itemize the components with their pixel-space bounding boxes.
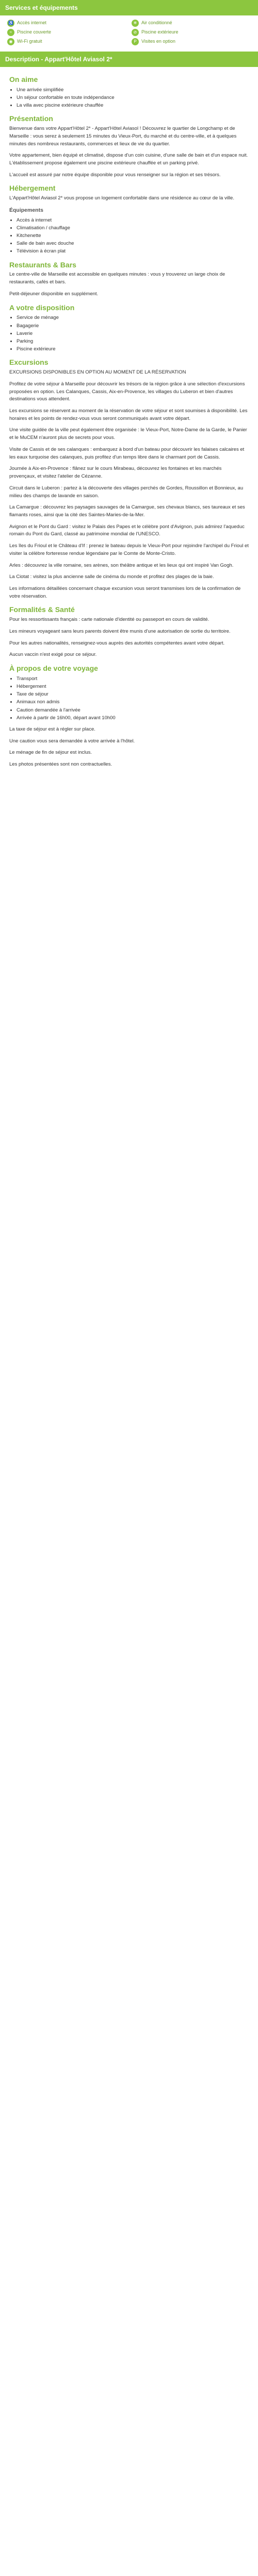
list-item: • Bagagerie bbox=[17, 322, 249, 330]
section-paragraph: Votre appartement, bien équipé et climatisé, dispose d'un coin cuisine, d'une salle de bain et d'un espace nuit. L'établissement propose également une piscine extérieure chauffée et un parking privé. bbox=[9, 152, 248, 166]
description-header: Description - Appart'Hôtel Aviasol 2* bbox=[0, 52, 258, 67]
list-item: • Un séjour confortable en toute indépendance bbox=[17, 94, 249, 101]
section-paragraph: Une visite guidée de la ville peut également être organisée : le Vieux-Port, Notre-Dame de la Garde, le Panier et le MuCEM n'auront plus de secrets pour vous. bbox=[9, 427, 247, 441]
list-item: • Taxe de séjour bbox=[17, 690, 249, 698]
wheelchair-icon: ♿ bbox=[7, 20, 14, 27]
list-item: • Piscine extérieure bbox=[17, 345, 249, 353]
section-title: Hébergement bbox=[9, 184, 56, 193]
section-paragraph: L'Appart'Hôtel Aviasol 2* vous propose un logement confortable dans une résidence au cœur de la ville. bbox=[9, 195, 234, 201]
ac-icon: ❄ bbox=[132, 20, 139, 27]
section-paragraph: Les îles du Frioul et le Château d'If : prenez le bateau depuis le Vieux-Port pour rejoindre l'archipel du Frioul et visiter la célèbre forteresse rendue légendaire par le Comte de Monte-Cristo. bbox=[9, 543, 249, 556]
section-paragraph: Arles : découvrez la ville romaine, ses arènes, son théâtre antique et les lieux qui ont inspiré Van Gogh. bbox=[9, 562, 234, 568]
section-paragraph: Profitez de votre séjour à Marseille pour découvrir les trésors de la région grâce à une sélection d'excursions proposées en option. Les Calanques, Cassis, Aix-en-Provence, les villages du Luberon et bien d'autres destinations vous attendent. bbox=[9, 381, 245, 402]
list-item: • Salle de bain avec douche bbox=[17, 240, 249, 247]
parking-icon: P bbox=[132, 38, 139, 45]
section-paragraph: Les mineurs voyageant sans leurs parents doivent être munis d'une autorisation de sortie du territoire. bbox=[9, 628, 231, 634]
bullet-list bbox=[9, 314, 249, 353]
service-item bbox=[7, 20, 126, 27]
section bbox=[9, 664, 249, 769]
section-paragraph: Aucun vaccin n'est exigé pour ce séjour. bbox=[9, 652, 97, 658]
list-item: • La villa avec piscine extérieure chauffée bbox=[17, 101, 249, 109]
service-item bbox=[132, 29, 251, 36]
section-paragraph: La Ciotat : visitez la plus ancienne salle de cinéma du monde et profitez des plages de la baie. bbox=[9, 574, 214, 580]
section bbox=[9, 114, 249, 179]
section-paragraph: Pour les ressortissants français : carte nationale d'identité ou passeport en cours de validité. bbox=[9, 617, 209, 623]
bullet-list bbox=[9, 675, 249, 722]
service-label: Wi-Fi gratuit bbox=[17, 39, 42, 44]
service-label: Visites en option bbox=[141, 39, 175, 44]
section bbox=[9, 358, 249, 600]
section-title: À propos de votre voyage bbox=[9, 664, 98, 673]
services-grid bbox=[0, 15, 258, 50]
section-paragraph: Le centre-ville de Marseille est accessible en quelques minutes : vous y trouverez un large choix de restaurants, cafés et bars. bbox=[9, 272, 225, 285]
section bbox=[9, 605, 249, 659]
list-item: • Service de ménage bbox=[17, 314, 249, 321]
list-item: • Laverie bbox=[17, 330, 249, 337]
section-title: Présentation bbox=[9, 114, 53, 123]
wifi-icon: ◉ bbox=[7, 38, 14, 45]
description-content bbox=[0, 67, 258, 769]
services-header: Services et équipements bbox=[0, 0, 258, 15]
section-paragraph: Les excursions se réservent au moment de la réservation de votre séjour et sont soumises à disponibilité. Les horaires et les points de rendez-vous vous seront communiqués avant votre départ. bbox=[9, 408, 248, 421]
section-paragraph: La taxe de séjour est à régler sur place. bbox=[9, 726, 95, 732]
section-paragraph: La Camargue : découvrez les paysages sauvages de la Camargue, ses chevaux blancs, ses taureaux et ses flamants roses, ainsi que la cité des Saintes-Maries-de-la-Mer. bbox=[9, 504, 245, 518]
service-label: Piscine couverte bbox=[17, 29, 52, 35]
section-paragraph: Les photos présentées sont non contractuelles. bbox=[9, 761, 112, 768]
list-item: • Climatisation / chauffage bbox=[17, 224, 249, 232]
section bbox=[9, 184, 249, 255]
section-title: Restaurants & Bars bbox=[9, 260, 76, 269]
list-item: • Arrivée à partir de 16h00, départ avant 10h00 bbox=[17, 714, 249, 722]
section-paragraph: Pour les autres nationalités, renseignez-vous auprès des autorités compétentes avant votre départ. bbox=[9, 640, 225, 646]
section-title: On aime bbox=[9, 75, 38, 83]
section bbox=[9, 75, 249, 109]
section-paragraph: Visite de Cassis et de ses calanques : embarquez à bord d'un bateau pour découvrir les falaises calcaires et les eaux turquoise des calanques, puis profitez d'un temps libre dans le charmant port de Cassis. bbox=[9, 446, 245, 460]
section-paragraph: Les informations détaillées concernant chaque excursion vous seront transmises lors de la confirmation de votre réservation. bbox=[9, 585, 241, 599]
bullet-list bbox=[9, 216, 249, 256]
section-paragraph: Une caution vous sera demandée à votre arrivée à l'hôtel. bbox=[9, 738, 135, 744]
section-title: Formalités & Santé bbox=[9, 605, 75, 614]
service-item bbox=[132, 38, 251, 45]
section-title: Excursions bbox=[9, 358, 49, 367]
section-paragraph: Journée à Aix-en-Provence : flânez sur le cours Mirabeau, découvrez les fontaines et les marchés provençaux, et visitez l'atelier de Cézanne. bbox=[9, 466, 222, 480]
section-paragraph: Circuit dans le Luberon : partez à la découverte des villages perchés de Gordes, Roussillon et Bonnieux, au milieu des champs de lavande en saison. bbox=[9, 485, 244, 499]
list-item: • Télévision à écran plat bbox=[17, 247, 249, 255]
list-item: • Une arrivée simplifiée bbox=[17, 86, 249, 94]
list-item: • Accès à internet bbox=[17, 216, 249, 224]
section-paragraph: Petit-déjeuner disponible en supplément. bbox=[9, 291, 99, 297]
section-paragraph: EXCURSIONS DISPONIBLES EN OPTION AU MOMENT DE LA RÉSERVATION bbox=[9, 369, 186, 376]
section-paragraph: L'accueil est assuré par notre équipe disponible pour vous renseigner sur la région et ses trésors. bbox=[9, 172, 221, 178]
section-title: A votre disposition bbox=[9, 303, 75, 312]
list-item: • Kitchenette bbox=[17, 232, 249, 240]
list-item: • Transport bbox=[17, 675, 249, 683]
list-item: • Caution demandée à l'arrivée bbox=[17, 706, 249, 714]
service-label: Air conditionné bbox=[141, 20, 172, 26]
service-label: Accès internet bbox=[17, 20, 47, 26]
pool-icon: ≈ bbox=[7, 29, 14, 36]
service-label: Piscine extérieure bbox=[141, 29, 179, 35]
service-item bbox=[7, 38, 126, 45]
list-item: • Animaux non admis bbox=[17, 698, 249, 706]
no-smoking-icon: ⊘ bbox=[132, 29, 139, 36]
service-item bbox=[132, 20, 251, 27]
service-item bbox=[7, 29, 126, 36]
section bbox=[9, 261, 249, 298]
section-paragraph: Avignon et le Pont du Gard : visitez le Palais des Papes et le célèbre pont d'Avignon, puis admirez l'aqueduc romain du Pont du Gard, classé au patrimoine mondial de l'UNESCO. bbox=[9, 523, 245, 537]
list-item: • Hébergement bbox=[17, 683, 249, 690]
section-subtitle: Équipements bbox=[9, 207, 43, 213]
list-item: • Parking bbox=[17, 337, 249, 345]
section-paragraph: Le ménage de fin de séjour est inclus. bbox=[9, 750, 92, 756]
section-paragraph: Bienvenue dans votre Appart'Hôtel 2* - Appart'Hôtel Aviasol ! Découvrez le quartier de Longchamp et de Marseille : vous serez à seulement 15 minutes du Vieux-Port, du marché et du centre-ville, et à quelques minutes des nombreux restaurants, commerces et lieux de vie du quartier. bbox=[9, 126, 237, 147]
section bbox=[9, 303, 249, 353]
bullet-list bbox=[9, 86, 249, 110]
